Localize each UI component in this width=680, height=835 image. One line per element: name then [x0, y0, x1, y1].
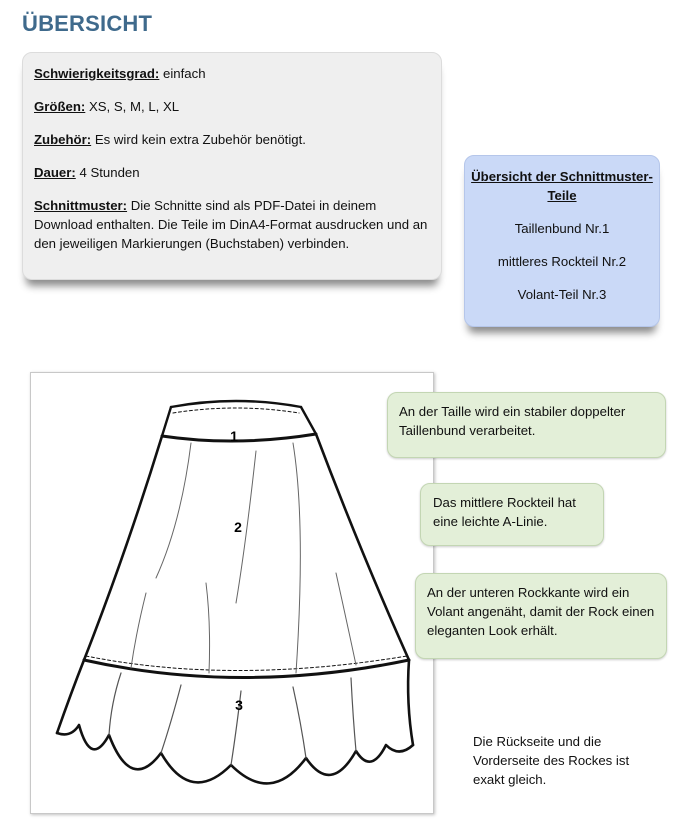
- label-middle-panel: 2: [234, 519, 242, 535]
- pattern-value: Die Schnitte sind als PDF-Datei in deinem Download enthalten. Die Teile im DinA4-Format ausdrucken und an den jeweiligen Markierungen (Buchstaben) verbinden.: [34, 198, 428, 251]
- label-waistband: 1: [230, 428, 238, 444]
- accessories-label: Zubehör:: [34, 132, 92, 147]
- waistband-top: [171, 401, 301, 407]
- label-flounce: 3: [235, 697, 243, 713]
- overview-item-waistband: Taillenbund Nr.1: [514, 221, 610, 236]
- difficulty-value: einfach: [163, 66, 206, 81]
- page-title: ÜBERSICHT: [22, 11, 153, 36]
- pattern-label: Schnittmuster:: [34, 198, 128, 213]
- note-middle-panel: Das mittlere Rockteil hat eine leichte A-Linie.: [420, 483, 604, 546]
- duration-value: 4 Stunden: [79, 165, 140, 180]
- note-flounce: An der unteren Rockkante wird ein Volant angenäht, damit der Rock einen eleganten Look erhält.: [415, 573, 667, 659]
- flounce-right-side: [408, 660, 413, 745]
- panel-right-side: [316, 434, 409, 660]
- panel-left-side: [84, 436, 162, 660]
- difficulty-row: [34, 64, 429, 83]
- back-front-note: Die Rückseite und die Vorderseite des Rockes ist exakt gleich.: [473, 734, 630, 787]
- waistband-right: [301, 407, 316, 434]
- skirt-illustration: [30, 372, 434, 814]
- info-box: [22, 52, 442, 280]
- waistband-bottom: [162, 434, 316, 441]
- duration-row: [34, 163, 429, 182]
- overview-item-flounce: Volant-Teil Nr.3: [517, 287, 607, 302]
- overview-item-middle-panel: mittleres Rockteil Nr.2: [497, 254, 627, 269]
- duration-label: Dauer:: [34, 165, 76, 180]
- waistband-left: [162, 407, 171, 436]
- overview-title: Übersicht der Schnittmuster- Teile: [471, 169, 653, 203]
- pattern-overview-box: [464, 155, 660, 327]
- sizes-label: Größen:: [34, 99, 86, 114]
- waistband-top-inner: [173, 408, 299, 413]
- sizes-row: [34, 97, 429, 116]
- skirt-drawing: [31, 373, 433, 813]
- sizes-value: XS, S, M, L, XL: [88, 99, 180, 114]
- flounce-left-side: [57, 660, 84, 733]
- accessories-row: [34, 130, 429, 149]
- accessories-value: Es wird kein extra Zubehör benötigt.: [94, 132, 306, 147]
- note-waistband: An der Taille wird ein stabiler doppelter Taillenbund verarbeitet.: [387, 392, 666, 458]
- pattern-row: [34, 196, 429, 253]
- difficulty-label: Schwierigkeitsgrad:: [34, 66, 160, 81]
